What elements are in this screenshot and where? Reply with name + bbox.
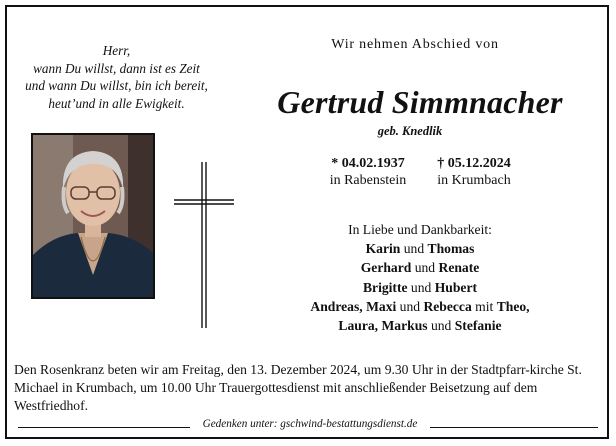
birth-place: in Rabenstein xyxy=(329,173,407,188)
family-member: Brigitte xyxy=(362,279,408,295)
family-intro: In Liebe und Dankbarkeit: xyxy=(348,222,492,237)
portrait-photo xyxy=(31,133,155,299)
family-connector: und xyxy=(396,298,424,314)
family-line xyxy=(300,258,540,277)
maiden-name: geb. Knedlik xyxy=(377,124,443,138)
family-line xyxy=(300,278,540,297)
family-line xyxy=(300,239,540,258)
family-line xyxy=(300,297,540,316)
poem-line: heut’und in alle Ewigkeit. xyxy=(48,95,185,111)
service-announcement: Den Rosenkranz beten wir am Freitag, den 13. Dezember 2024, um 9.30 Uhr in der Stadtpfarr-kirche St. Michael in Krumbach, um 10.00 Uhr Trauergottesdienst mit anschließender Beisetzung auf dem Westfriedhof. xyxy=(14,362,582,413)
family-member: Thomas xyxy=(427,241,475,257)
death-place: in Krumbach xyxy=(437,173,511,188)
footer-rule-left xyxy=(18,427,190,428)
family-connector: und xyxy=(427,318,455,334)
family-member: Rebecca xyxy=(423,298,472,314)
family-member: Stefanie xyxy=(454,318,502,334)
poem-line: Herr, xyxy=(102,43,131,58)
family-member: Theo, xyxy=(496,298,530,314)
family-member: Laura, Markus xyxy=(338,318,428,334)
poem-line: wann Du willst, dann ist es Zeit xyxy=(33,60,200,76)
family-connector: und xyxy=(400,241,428,257)
memorial-footer xyxy=(18,418,598,434)
family-member: Renate xyxy=(438,260,480,276)
memorial-website-link[interactable]: Gedenken unter: gschwind-bestattungsdienst.de xyxy=(202,418,418,430)
family-member: Andreas, Maxi xyxy=(310,298,397,314)
birth-info xyxy=(308,155,428,189)
family-connector: mit xyxy=(471,298,497,314)
farewell-heading: Wir nehmen Abschied von xyxy=(331,37,499,52)
family-connector: und xyxy=(411,260,439,276)
family-member: Gerhard xyxy=(360,260,412,276)
footer-rule-right xyxy=(430,427,598,428)
poem-verse xyxy=(14,42,219,112)
death-info xyxy=(414,155,534,189)
family-connector: und xyxy=(407,279,435,295)
family-line xyxy=(300,316,540,335)
family-signatories xyxy=(300,220,540,335)
death-date: † 05.12.2024 xyxy=(437,156,511,171)
birth-date: * 04.02.1937 xyxy=(331,156,405,171)
cross-icon xyxy=(172,160,236,330)
family-member: Hubert xyxy=(434,279,478,295)
poem-line: und wann Du willst, bin ich bereit, xyxy=(25,78,208,93)
deceased-name: Gertrud Simmnacher xyxy=(277,84,563,120)
family-member: Karin xyxy=(365,241,401,257)
portrait-illustration xyxy=(33,135,153,297)
